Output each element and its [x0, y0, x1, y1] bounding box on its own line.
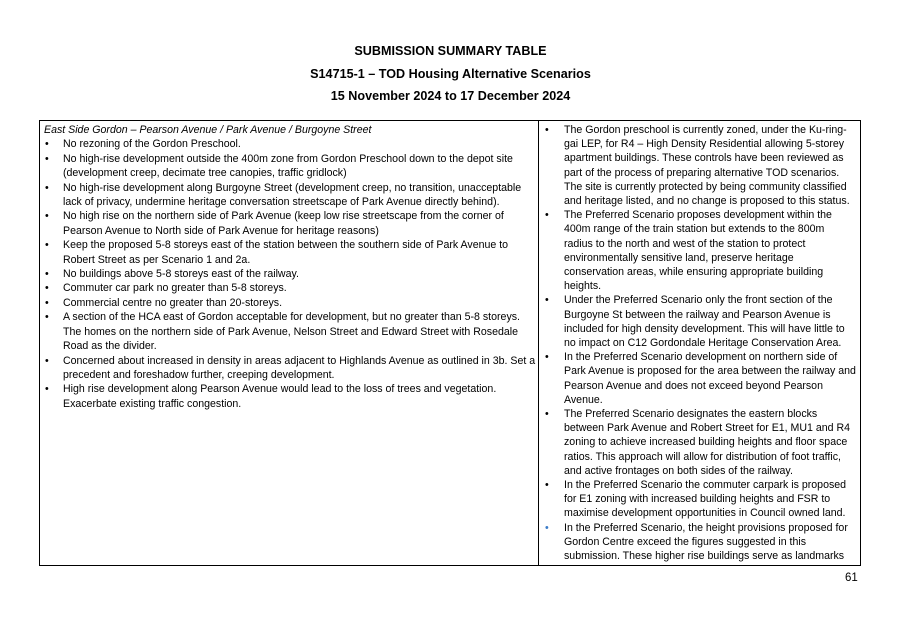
list-item: • No high-rise development outside the 400m zone from Gordon Preschool down to the depot site (development creep, decimate tree canopies, traffic gridlock)	[45, 152, 513, 180]
bullet-icon: •	[45, 152, 49, 165]
column-divider	[538, 121, 539, 565]
submission-column	[44, 123, 536, 411]
bullet-icon: •	[545, 351, 549, 364]
page-number: 61	[845, 572, 858, 584]
summary-table	[39, 120, 861, 566]
section-subheading: East Side Gordon – Pearson Avenue / Park Avenue / Burgoyne Street	[44, 124, 372, 136]
bullet-icon: •	[45, 296, 49, 309]
list-item: • No rezoning of the Gordon Preschool.	[45, 138, 241, 151]
date-range: 15 November 2024 to 17 December 2024	[330, 89, 571, 103]
list-item: • No buildings above 5-8 storeys east of the railway.	[45, 268, 299, 281]
bullet-icon: •	[545, 294, 549, 307]
bullet-icon: •	[545, 408, 549, 421]
bullet-icon: •	[45, 210, 49, 223]
bullet-icon: •	[45, 239, 49, 252]
bullet-icon: •	[45, 354, 49, 367]
list-item: • High rise development along Pearson Avenue would lead to the loss of trees and vegetation. Exacerbate existing traffic congestion.	[45, 383, 497, 410]
bullet-icon: •	[45, 181, 49, 194]
bullet-icon: •	[545, 124, 549, 136]
bullet-icon: •	[45, 383, 49, 396]
bullet-icon: •	[545, 209, 549, 222]
list-item: • A section of the HCA east of Gordon acceptable for development, but no greater than 5-8 storeys. The homes on the northern side of Park Avenue, Nelson Street and Edward Street with Rosedale Road as the divider.	[45, 311, 520, 353]
document-title: SUBMISSION SUMMARY TABLE	[354, 44, 547, 58]
bullet-icon: •	[545, 479, 549, 492]
response-list	[544, 123, 856, 563]
list-item: • The Preferred Scenario proposes development within the 400m range of the train station but extends to the 800m radius to the north and west of the station to protect environmentally sensitive land, preserve heritage conservation areas, while ensuring appropriate building heights.	[545, 209, 832, 293]
list-item: • No high-rise development along Burgoyne Street (development creep, no transition, unacceptable lack of privacy, undermine heritage conversation streetscape of Park Avenue directly behind).	[45, 181, 522, 209]
list-item: • In the Preferred Scenario, the height provisions proposed for Gordon Centre exceed the figures suggested in this submission. These higher rise buildings serve as landmarks	[545, 521, 848, 563]
submission-list	[44, 137, 536, 411]
bullet-icon: •	[45, 282, 49, 295]
bullet-icon: •	[45, 311, 49, 324]
list-item: • The Preferred Scenario designates the eastern blocks between Park Avenue and Robert Street for E1, MU1 and R4 zoning to achieve increased building heights and floor space ratios. This approach will allow for distribution of foot traffic, and active frontages on both sides of the railway.	[545, 408, 851, 477]
response-column	[544, 123, 856, 563]
bullet-icon: •	[45, 138, 49, 151]
list-item: • Commuter car park no greater than 5-8 storeys.	[45, 282, 287, 295]
bullet-icon: •	[545, 521, 549, 534]
list-item: • In the Preferred Scenario development on northern side of Park Avenue is proposed for the area between the railway and Pearson Avenue and does not exceed beyond Pearson Avenue.	[545, 351, 856, 406]
bullet-icon: •	[45, 268, 49, 281]
document-subtitle: S14715-1 – TOD Housing Alternative Scenarios	[310, 67, 591, 81]
list-item: • Concerned about increased in density in areas adjacent to Highlands Avenue as outlined in 3b. Set a precedent and foreshadow further, creeping development.	[45, 354, 536, 381]
list-item: • In the Preferred Scenario the commuter carpark is proposed for E1 zoning with increased building heights and FSR to maximise development opportunities in Council owned land.	[545, 479, 847, 520]
list-item: • No high rise on the northern side of Park Avenue (keep low rise streetscape from the corner of Pearson Avenue to North side of Park Avenue for heritage reasons)	[45, 210, 504, 237]
list-item: • Keep the proposed 5-8 storeys east of the station between the southern side of Park Avenue to Robert Street as per Scenario 1 and 2a.	[45, 239, 509, 266]
list-item: • Commercial centre no greater than 20-storeys.	[45, 296, 283, 309]
list-item: • The Gordon preschool is currently zoned, under the Ku-ring-gai LEP, for R4 – High Density Residential allowing 5-storey apartment buildings. These controls have been reviewed as part of the process of preparing alternative TOD scenarios. The site is currently protected by being community classified and heritage listed, and no change is proposed to this status.	[545, 124, 850, 208]
list-item: • Under the Preferred Scenario only the front section of the Burgoyne St between the railway and Pearson Avenue is included for high density development. This will have little to no impact on C12 Gordondale Heritage Conservation Area.	[545, 294, 845, 350]
